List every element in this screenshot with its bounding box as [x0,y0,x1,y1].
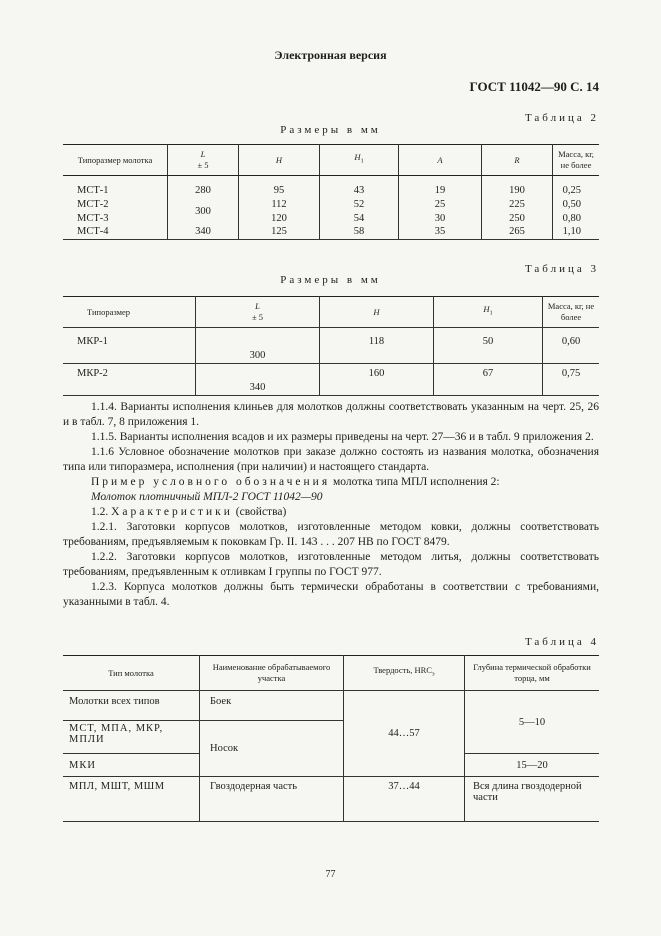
table4 [63,655,599,822]
table2-label: Таблица 2 [524,112,599,124]
table-cell: МСТ-2 [77,199,109,211]
example-rest: молотка типа МПЛ исполнения 2: [330,476,500,488]
electronic-version-header: Электронная версия [274,48,387,62]
table-cell: 280 [168,176,239,199]
table-cell: 15—20 [465,754,600,777]
table3 [63,296,599,396]
table-cell: Гвоздодерная часть [200,777,344,822]
table-cell: Боек [200,691,344,721]
section-rest: (свойства) [232,506,287,518]
section-spaced: Характеристики [111,506,233,518]
table-cell: 300 [196,328,320,364]
table-cell: 43 [320,176,399,199]
table-cell: 340 [196,364,320,396]
t2-h-h: H [239,145,320,176]
table-cell: МКИ [63,754,200,777]
paragraph-1-1-5: 1.1.5. Варианты исполнения всадов и их размеры приведены на черт. 27—36 и в табл. 9 приложения 2. [91,431,594,443]
table-cell: 125 [239,225,320,239]
t4-h-part: Наименование обрабатываемого участка [200,656,344,691]
t4-h-depth: Глубина термической обработки торца, мм [465,656,600,691]
t4-h-type: Тип молотка [63,656,200,691]
section-num: 1.2. [91,506,112,518]
table-row [63,777,599,822]
table-cell: 58 [320,225,399,239]
table-cell: 0,25 [553,176,600,199]
t3-h-type: Типоразмер [63,297,196,328]
table-cell: МПЛ, МШТ, МШМ [63,777,200,822]
table-cell: МКР-1 [63,328,196,364]
table-row [63,198,599,212]
table-cell: 118 [320,328,434,364]
table-cell: 0,80 [553,212,600,226]
table2 [63,144,599,240]
table-cell: 5—10 [465,691,600,754]
table-cell: 19 [399,176,482,199]
t2-h-a: A [399,145,482,176]
table2-caption: Размеры в мм [280,124,381,136]
table-cell: 95 [239,176,320,199]
t3-h-l: L ± 5 [196,297,320,328]
table-cell: МСТ, МПА, МКР, МПЛИ [63,721,200,754]
table-cell: 120 [239,212,320,226]
table3-label: Таблица 3 [524,263,599,275]
paragraph-1-1-6: 1.1.6 Условное обозначение молотков при заказе должно состоять из названия молотка, обозначения типа или типоразмера, исполнения (при наличии) и настоящего стандарта. [63,446,599,473]
table-cell: Носок [200,721,344,777]
table-cell: 0,75 [543,364,600,396]
table4-label: Таблица 4 [524,636,599,648]
t4-h-hardness: Твердость, $HRC_э$ [344,656,465,691]
t2-h-type: Типоразмер молотка [63,145,168,176]
table-cell: 0,60 [543,328,600,364]
t3-h-h: H [320,297,434,328]
page-number: 77 [325,869,336,880]
table-row [63,691,599,721]
example-italic: Молоток плотничный МПЛ-2 ГОСТ 11042—90 [91,491,323,503]
table-cell: 265 [482,225,553,239]
t3-h-h1: $H_1$ [434,297,543,328]
table-row [63,328,599,364]
table-cell: 1,10 [553,225,600,239]
t2-h-mass: Масса, кг, не более [553,145,600,176]
table-cell: МСТ-4 [63,225,168,239]
table-cell: 25 [399,198,482,212]
table-cell: 160 [320,364,434,396]
table-cell: 54 [320,212,399,226]
t2-h-l: L ± 5 [168,145,239,176]
table3-caption: Размеры в мм [280,274,381,286]
example-heading [63,475,599,490]
table-cell: 190 [482,176,553,199]
paragraph-1-2-1: 1.2.1. Заготовки корпусов молотков, изготовленные методом ковки, должны соответствовать требованиям, предъявляемым к поковкам Гр. II. 143 . . . 207 НВ по ГОСТ 8479. [63,521,599,548]
table-row [63,176,599,199]
table-cell: Вся длина гвоздодерной части [465,777,600,822]
table-cell: 112 [239,198,320,212]
example-spaced: Пример условного обозначения [91,476,331,488]
t3-h-mass: Масса, кг, не более [543,297,600,328]
paragraph-1-2-3: 1.2.3. Корпуса молотков должны быть термически обработаны в соответствии с требованиями, указанными в табл. 4. [63,581,599,608]
table-cell: 52 [320,198,399,212]
table-row [63,364,599,396]
table-row [63,212,599,226]
paragraph-1-2-2: 1.2.2. Заготовки корпусов молотков, изготовленные методом литья, должны соответствовать требованиям, предъявленным к отливкам I группы по ГОСТ 977. [63,551,599,578]
table-cell: МСТ-3 [77,212,109,224]
table-cell: МКР-2 [63,364,196,396]
table-cell: 44…57 [344,691,465,777]
table-cell: 50 [434,328,543,364]
table-cell: МСТ-1 [77,184,109,196]
section-1-2-heading [63,505,599,520]
table-cell: 67 [434,364,543,396]
table-cell: Молотки всех типов [63,691,200,721]
t2-h-h1: $H_1$ [320,145,399,176]
table-cell: 250 [482,212,553,226]
table-cell: 0,50 [553,198,600,212]
table-cell: 37…44 [344,777,465,822]
table-cell: 35 [399,225,482,239]
example-designation [63,490,599,505]
standard-page-header: ГОСТ 11042—90 С. 14 [469,79,599,94]
paragraph-1-1-4: 1.1.4. Варианты исполнения клиньев для молотков должны соответствовать указанным на черт. 25, 26 и в табл. 7, 8 приложения 1. [63,401,599,428]
table-cell: 30 [399,212,482,226]
table-cell: 300 [168,198,239,225]
table-row [63,225,599,239]
table-cell: 340 [168,225,239,239]
table-cell: 225 [482,198,553,212]
t2-h-r: R [482,145,553,176]
body-text [63,400,599,610]
